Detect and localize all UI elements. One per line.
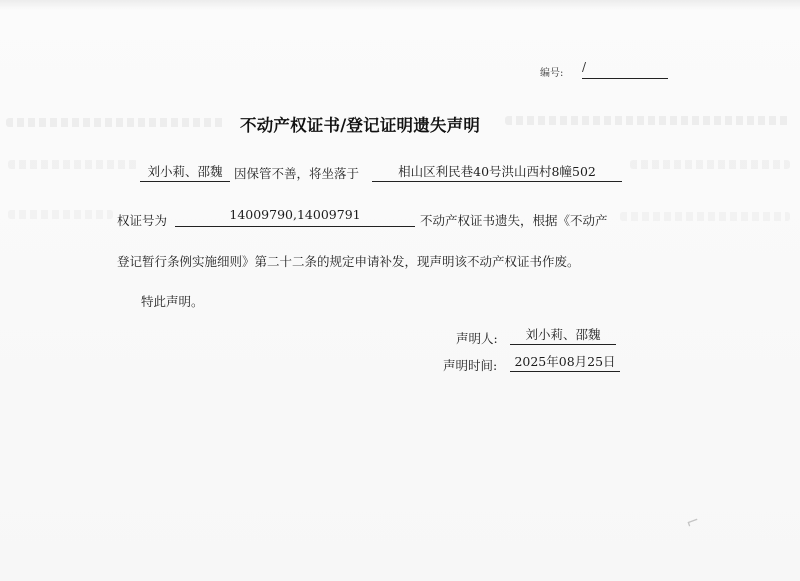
special-declaration-text: 特此声明。 <box>141 294 204 309</box>
show-through-line <box>505 116 790 125</box>
declaration-date-label: 声明时间: <box>443 358 498 373</box>
lost-reason-text: 因保管不善，将坐落于 <box>234 166 360 181</box>
show-through-line <box>630 160 790 169</box>
show-through-line <box>620 212 790 221</box>
show-through-line <box>8 160 138 169</box>
show-through-line <box>6 118 226 127</box>
serial-number-field: / <box>582 60 668 79</box>
declarant-field: 刘小莉、邵魏 <box>510 325 616 345</box>
lost-clause-text: 不动产权证书遗失，根据《不动产 <box>420 213 608 228</box>
show-through-line <box>8 210 113 219</box>
owners-field: 刘小莉、邵魏 <box>140 162 230 182</box>
property-address-field: 相山区利民巷40号洪山西村8幢502 <box>372 162 622 182</box>
document-title: 不动产权证书/登记证明遗失声明 <box>240 116 481 135</box>
serial-number-label: 编号: <box>540 68 564 79</box>
certificate-numbers-field: 14009790,14009791 <box>175 207 415 227</box>
certificate-number-label: 权证号为 <box>117 213 168 228</box>
regulation-clause-text: 登记暂行条例实施细则》第二十二条的规定申请补发，现声明该不动产权证书作废。 <box>117 254 580 269</box>
declaration-date-field: 2025年08月25日 <box>510 352 620 372</box>
scan-edge-shadow <box>0 0 800 10</box>
declarant-label: 声明人: <box>456 331 498 346</box>
scan-artifact-mark: ⌐ <box>683 510 703 533</box>
